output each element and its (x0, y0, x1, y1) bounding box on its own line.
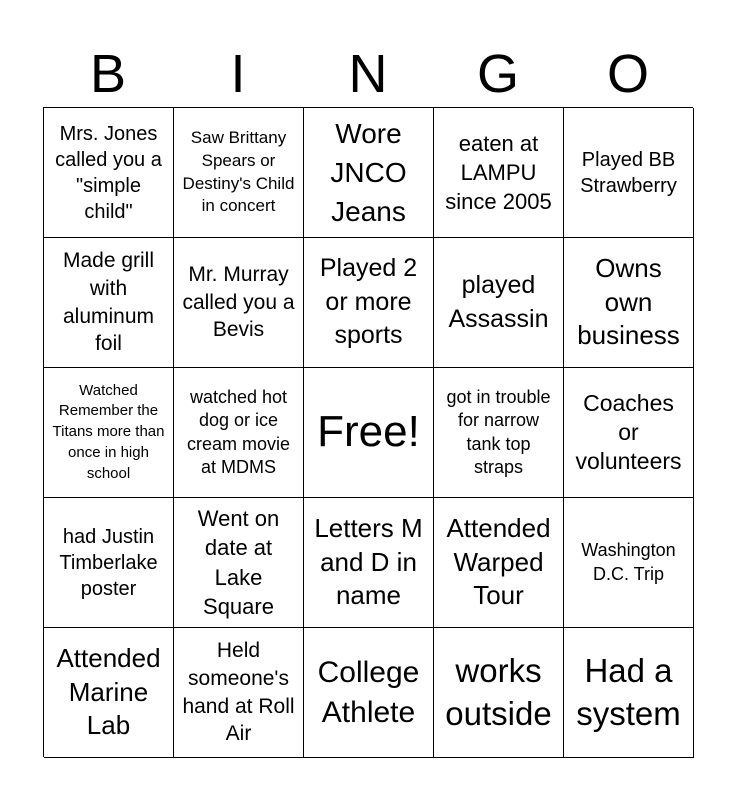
bingo-cell[interactable] (44, 368, 174, 498)
bingo-cell[interactable] (304, 238, 434, 368)
cell-text: Went on date at Lake Square (197, 506, 280, 619)
bingo-cell[interactable] (434, 628, 564, 758)
cell-text: Had a system (576, 651, 681, 732)
cell-text: got in trouble for narrow tank top straps (446, 387, 551, 477)
bingo-board (43, 107, 693, 757)
bingo-cell[interactable] (44, 108, 174, 238)
cell-text: College Athlete (317, 655, 420, 729)
cell-text: Mrs. Jones called you a "simple child" (55, 122, 162, 223)
cell-text: Attended Marine Lab (56, 642, 161, 741)
cell-text: Washington D.C. Trip (581, 540, 676, 584)
bingo-cell[interactable] (304, 628, 434, 758)
bingo-cell[interactable] (434, 368, 564, 498)
bingo-header (43, 40, 693, 108)
bingo-cell[interactable] (564, 238, 694, 368)
bingo-cell[interactable] (564, 498, 694, 628)
cell-text: Held someone's hand at Roll Air (182, 639, 295, 746)
cell-text: Coaches or volunteers (575, 390, 682, 474)
header-letter-g: G (476, 44, 519, 104)
bingo-cell[interactable] (174, 628, 304, 758)
bingo-cell[interactable] (564, 628, 694, 758)
cell-text: Played 2 or more sports (319, 254, 418, 350)
cell-text: Played BB Strawberry (580, 148, 677, 197)
bingo-cell[interactable] (434, 238, 564, 368)
cell-text: Saw Brittany Spears or Destiny's Child in concert (182, 128, 295, 216)
cell-text: Owns own business (577, 252, 680, 351)
bingo-cell[interactable] (174, 238, 304, 368)
bingo-cell[interactable] (564, 368, 694, 498)
bingo-cell[interactable] (44, 628, 174, 758)
header-letter-i: I (230, 44, 246, 104)
bingo-cell[interactable] (174, 368, 304, 498)
bingo-cell[interactable] (174, 108, 304, 238)
bingo-cell[interactable] (434, 108, 564, 238)
bingo-cell[interactable] (434, 498, 564, 628)
cell-text: Mr. Murray called you a Bevis (182, 262, 295, 342)
free-space[interactable] (304, 368, 434, 498)
header-letter-o: O (606, 44, 649, 104)
bingo-cell[interactable] (44, 498, 174, 628)
cell-text: Made grill with aluminum foil (62, 249, 155, 356)
cell-text: Attended Warped Tour (446, 512, 551, 611)
bingo-cell[interactable] (44, 238, 174, 368)
cell-text: Watched Remember the Titans more than once in high school (52, 381, 165, 482)
cell-text: watched hot dog or ice cream movie at MDMS (186, 387, 291, 477)
cell-text: played Assassin (448, 271, 549, 333)
cell-text: works outside (445, 651, 552, 732)
cell-text: had Justin Timberlake poster (59, 525, 158, 600)
bingo-cell[interactable] (304, 108, 434, 238)
bingo-cell[interactable] (174, 498, 304, 628)
cell-text: eaten at LAMPU since 2005 (445, 130, 552, 215)
header-letter-b: B (89, 44, 127, 104)
cell-text: Wore JNCO Jeans (330, 117, 407, 228)
bingo-cell[interactable] (564, 108, 694, 238)
bingo-cell[interactable] (304, 498, 434, 628)
cell-text: Free! (317, 407, 420, 457)
cell-text: Letters M and D in name (314, 512, 423, 611)
header-letter-n: N (348, 44, 388, 104)
